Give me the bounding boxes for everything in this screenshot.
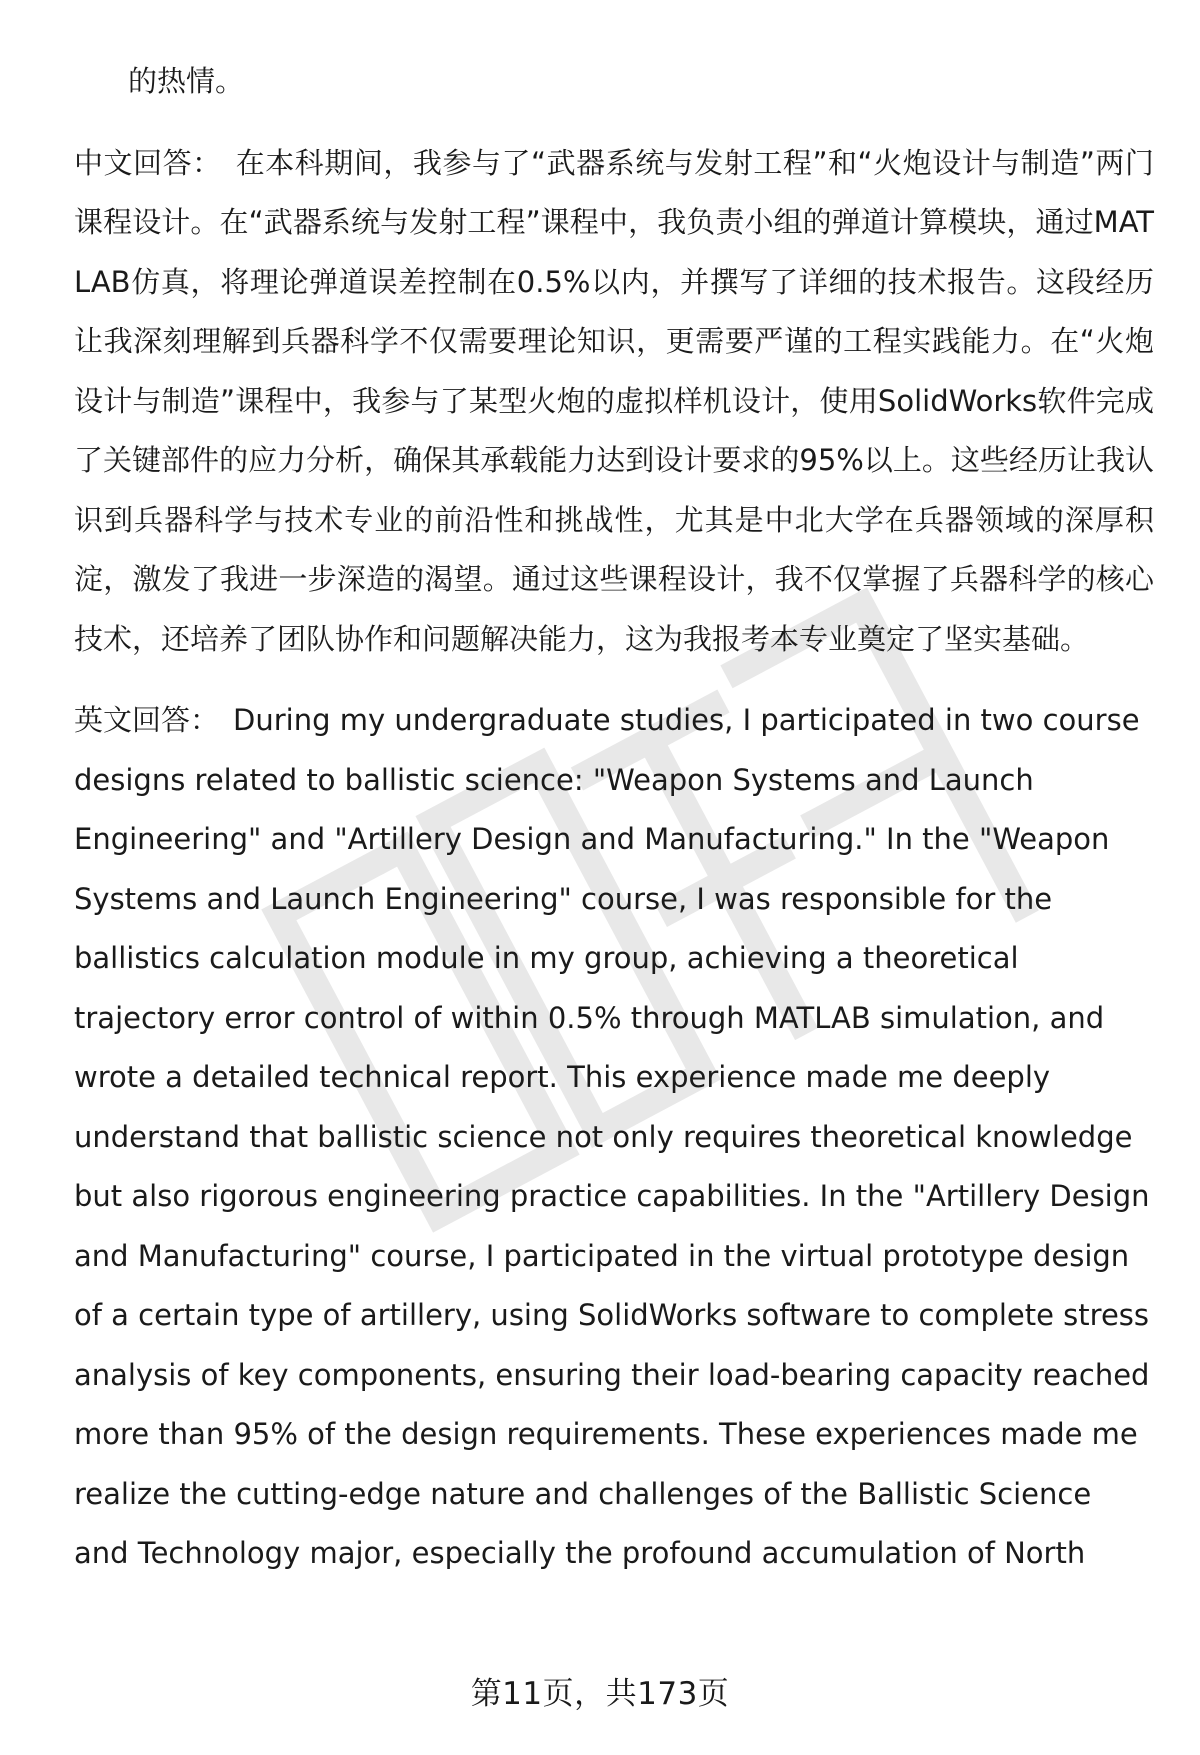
english-answer-paragraph xyxy=(74,691,1154,1584)
page-indicator: 第11页，共173页 xyxy=(470,1676,730,1712)
document-body xyxy=(74,52,1154,1584)
continuation-text: 的热情。 xyxy=(128,64,245,98)
chinese-answer-text: 在本科期间，我参与了“武器系统与发射工程”和“火炮设计与制造”两门课程设计。在“武器系统与发射工程”课程中，我负责小组的弹道计算模块，通过MATLAB仿真，将理论弹道误差控制在0.5%以内，并撰写了详细的技术报告。这段经历让我深刻理解到兵器科学不仅需要理论知识，更需要严谨的工程实践能力。在“火炮设计与制造”课程中，我参与了某型火炮的虚拟样机设计，使用SolidWorks软件完成了关键部件的应力分析，确保其承载能力达到设计要求的95%以上。这些经历让我认识到兵器科学与技术专业的前沿性和挑战性，尤其是中北大学在兵器领域的深厚积淀，激发了我进一步深造的渴望。通过这些课程设计，我不仅掌握了兵器科学的核心技术，还培养了团队协作和问题解决能力，这为我报考本专业奠定了坚实基础。 xyxy=(74,145,1154,656)
chinese-answer-paragraph xyxy=(74,134,1154,670)
english-answer-label: 英文回答： xyxy=(74,703,220,737)
english-answer-text: During my undergraduate studies, I participated in two course designs related to ballistic science: "Weapon Systems and Launch Engineering" and "Artillery Design and Manufacturing." In the "Weapon Systems and Launch Engineering" course, I was responsible for the ballistics calculation module in my group, achieving a theoretical trajectory error control of within 0.5% through MATLAB simulation, and wrote a detailed technical report. This experience made me deeply understand that ballistic science not only requires theoretical knowledge but also rigorous engineering practice capabilities. In the "Artillery Design and Manufacturing" course, I participated in the virtual prototype design of a certain type of artillery, using SolidWorks software to complete stress analysis of key components, ensuring their load-bearing capacity reached more than 95% of the design requirements. These experiences made me realize the cutting-edge nature and challenges of the Ballistic Science and Technology major, especially the profound accumulation of North xyxy=(74,703,1150,1570)
chinese-answer-label: 中文回答： xyxy=(74,145,222,180)
